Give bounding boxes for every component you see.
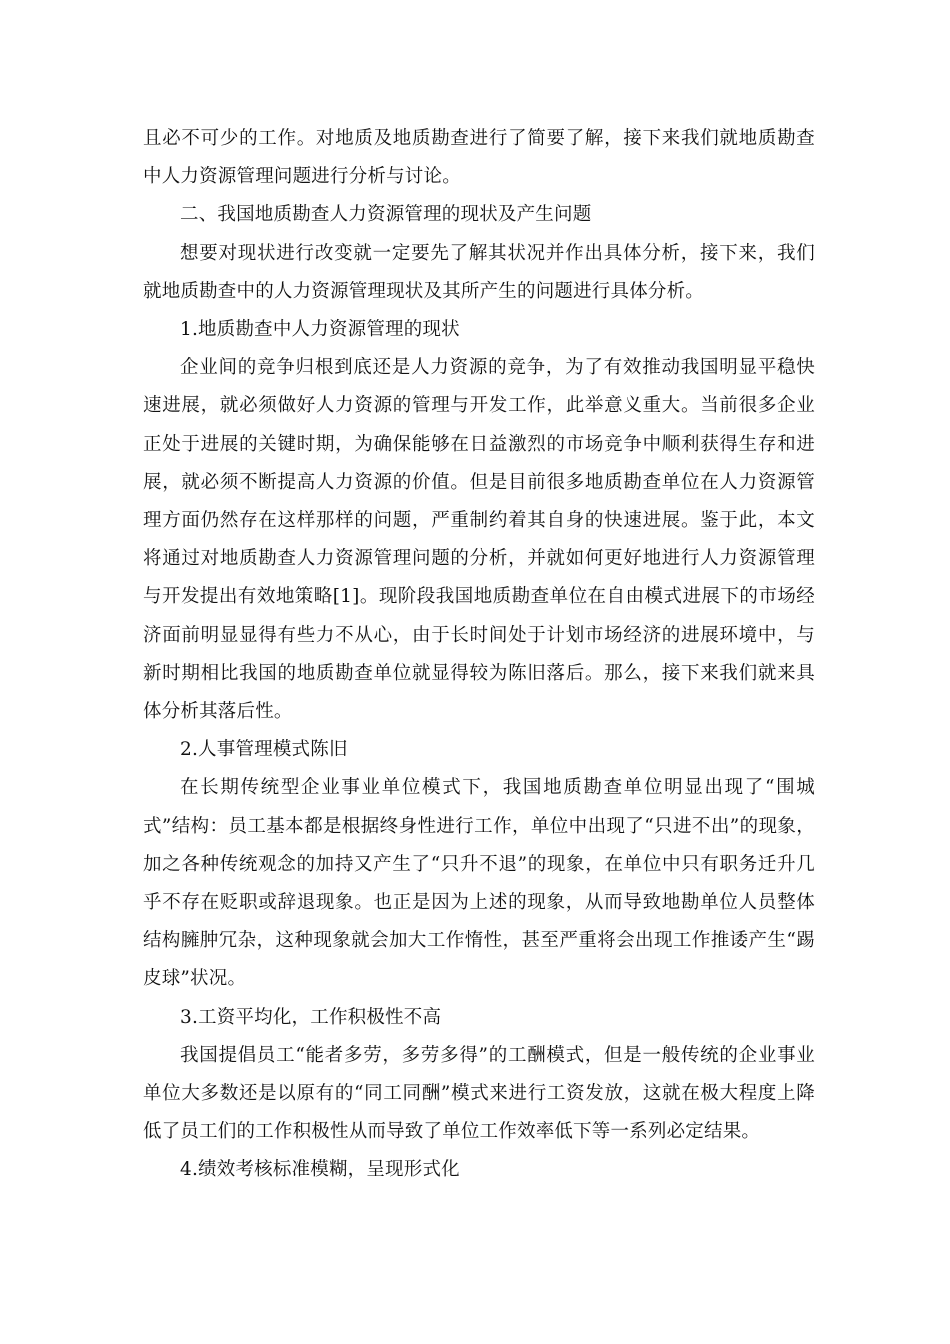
subheading-performance-assessment: 4.绩效考核标准模糊，呈现形式化 (180, 1159, 460, 1181)
document-body (143, 120, 815, 1190)
paragraph-status-intro: 想要对现状进行改变就一定要先了解其状况并作出具体分析，接下来，我们就地质勘查中的人力资源管理现状及其所产生的问题进行具体分析。 (143, 242, 815, 302)
subheading-outdated-model: 2.人事管理模式陈旧 (180, 739, 348, 761)
paragraph-current-status: 企业间的竞争归根到底还是人力资源的竞争，为了有效推动我国明显平稳快速进展，就必须做好人力资源的管理与开发工作，此举意义重大。当前很多企业正处于进展的关键时期，为确保能够在日益激烈的市场竞争中顺利获得生存和进展，就必须不断提高人力资源的价值。但是目前很多地质勘查单位在人力资源管理方面仍然存在这样那样的问题，严重制约着其自身的快速进展。鉴于此，本文将通过对地质勘查人力资源管理问题的分析，并就如何更好地进行人力资源管理与开发提出有效地策略[1]。现阶段我国地质勘查单位在自由模式进展下的市场经济面前明显显得有些力不从心，由于长时间处于计划市场经济的进展环境中，与新时期相比我国的地质勘查单位就显得较为陈旧落后。那么，接下来我们就来具体分析其落后性。 (143, 357, 815, 723)
paragraph-wage-equalization: 我国提倡员工“能者多劳，多劳多得”的工酬模式，但是一般传统的企业事业单位大多数还是以原有的“同工同酬”模式来进行工资发放，这就在极大程度上降低了员工们的工作积极性从而导致了单位工作效率低下等一系列必定结果。 (143, 1044, 815, 1143)
subheading-current-status: 1.地质勘查中人力资源管理的现状 (180, 319, 460, 341)
paragraph-intro-continuation: 且必不可少的工作。对地质及地质勘查进行了简要了解，接下来我们就地质勘查中人力资源管理问题进行分析与讨论。 (143, 128, 815, 188)
paragraph-outdated-model: 在长期传统型企业事业单位模式下，我国地质勘查单位明显出现了“围城式”结构：员工基本都是根据终身性进行工作，单位中出现了“只进不出”的现象，加之各种传统观念的加持又产生了“只升不退”的现象，在单位中只有职务迁升几乎不存在贬职或辞退现象。也正是因为上述的现象，从而导致地勘单位人员整体结构臃肿冗杂，这种现象就会加大工作惰性，甚至严重将会出现工作推诿产生“踢皮球”状况。 (143, 777, 815, 990)
subheading-wage-equalization: 3.工资平均化，工作积极性不高 (180, 1006, 442, 1028)
section-heading-status: 二、我国地质勘查人力资源管理的现状及产生问题 (180, 204, 592, 226)
